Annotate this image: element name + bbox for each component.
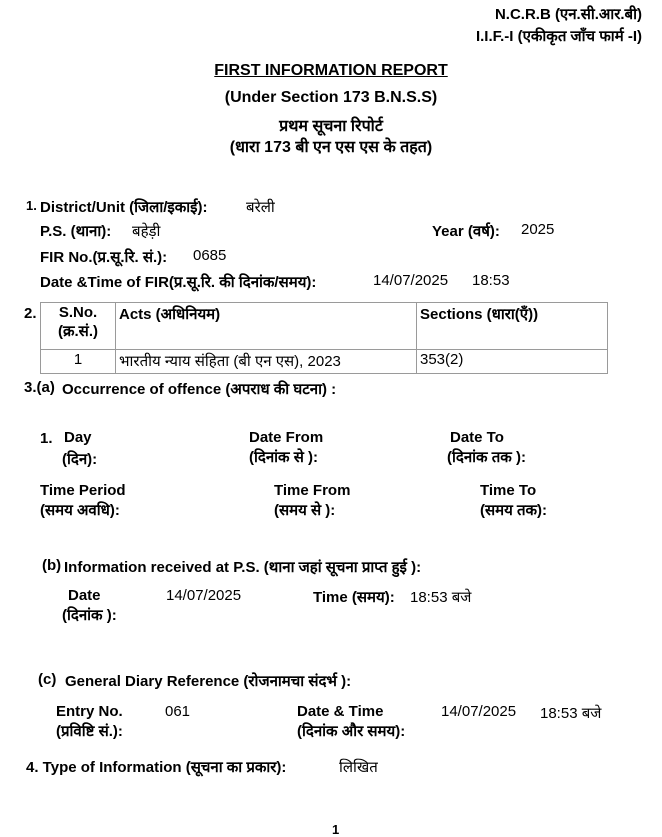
info-received-title: Information received at P.S. (थाना जहां सूचना प्राप्त हुई ): (64, 559, 422, 576)
fir-number-label: FIR No.(प्र.सू.रि. सं.): (40, 249, 168, 266)
district-value: बरेली (246, 199, 275, 216)
info-date-value: 14/07/2025 (166, 587, 242, 604)
gd-datetime-en: Date & Time (297, 703, 384, 720)
section3a-label: 3.(a) (24, 379, 55, 396)
report-title-hindi: प्रथम सूचना रिपोर्ट (279, 118, 383, 135)
time-to-hi: (समय तक): (480, 502, 548, 519)
district-label: District/Unit (जिला/इकाई): (40, 199, 208, 216)
fir-datetime-label: Date &Time of FIR(प्र.सू.रि. की दिनांक/समय): (40, 274, 317, 291)
gd-reference-title: General Diary Reference (रोजनामचा संदर्भ ): (65, 673, 352, 690)
fir-number-value: 0685 (193, 247, 227, 264)
sno-header (41, 303, 116, 350)
table-row (41, 350, 608, 374)
day-label-hindi: (दिन): (62, 451, 98, 468)
ps-value: बहेड़ी (132, 223, 161, 240)
info-time-value: 18:53 बजे (410, 589, 472, 606)
ncrb-label: N.C.R.B (एन.सी.आर.बी) (494, 6, 642, 23)
acts-table-header (41, 303, 608, 350)
time-period-en: Time Period (40, 482, 126, 499)
entry-no-value: 061 (165, 703, 191, 720)
day-number: 1. (40, 430, 53, 447)
entry-no-hi: (प्रविष्टि सं.): (56, 723, 123, 740)
section-cell: 353(2) (417, 350, 608, 374)
info-time-label: Time (समय): (313, 589, 395, 606)
report-title-text: FIRST INFORMATION REPORT (214, 62, 448, 79)
date-from-label (249, 428, 323, 468)
sno-header-hi: (क्र.सं.) (58, 323, 98, 340)
date-to-en: Date To (450, 429, 504, 446)
date-to-label (447, 428, 526, 468)
info-date-en: Date (68, 587, 101, 604)
time-period-label (40, 481, 126, 521)
date-from-hi: (दिनांक से ): (249, 449, 319, 466)
acts-table (40, 302, 608, 374)
day-label (64, 428, 92, 448)
ps-label: P.S. (थाना): (40, 223, 112, 240)
section3c-label: (c) (38, 671, 57, 688)
entry-no-en: Entry No. (56, 703, 123, 720)
info-type-value: लिखित (339, 759, 378, 776)
fir-time-value: 18:53 (472, 272, 510, 289)
iif-form-label: I.I.F.-I (एकीकृत जाँच फार्म -I) (475, 28, 642, 45)
date-from-en: Date From (249, 429, 324, 446)
gd-datetime-hi: (दिनांक और समय): (297, 723, 406, 740)
section1-number: 1. (26, 198, 37, 213)
info-date-hi: (दिनांक ): (62, 607, 117, 624)
entry-no-label (56, 702, 123, 742)
info-type-label: 4. Type of Information (सूचना का प्रकार): (26, 759, 287, 776)
time-from-label (274, 481, 350, 521)
act-cell: भारतीय न्याय संहिता (बी एन एस), 2023 (116, 350, 417, 374)
time-period-hi: (समय अवधि): (40, 502, 120, 519)
gd-datetime-label (297, 702, 405, 742)
report-subtitle: (Under Section 173 B.N.S.S) (224, 89, 438, 106)
report-subtitle-hindi: (धारा 173 बी एन एस एस के तहत) (229, 139, 433, 156)
time-from-hi: (समय से ): (274, 502, 336, 519)
date-to-hi: (दिनांक तक ): (447, 449, 526, 466)
gd-time-value: 18:53 बजे (540, 705, 602, 722)
year-value: 2025 (521, 221, 555, 238)
sections-header: Sections (धारा(एँ)) (417, 303, 608, 350)
sno-cell: 1 (41, 350, 116, 374)
gd-date-value: 14/07/2025 (441, 703, 517, 720)
acts-header: Acts (अधिनियम) (116, 303, 417, 350)
occurrence-title: Occurrence of offence (अपराध की घटना) : (62, 381, 337, 398)
day-label-en: Day (64, 429, 92, 446)
sno-header-en: S.No. (58, 304, 98, 321)
time-from-en: Time From (274, 482, 351, 499)
section2-number: 2. (24, 305, 37, 322)
section3b-label: (b) (42, 557, 62, 574)
info-date-label (62, 586, 117, 626)
time-to-label (480, 481, 547, 521)
year-label: Year (वर्ष): (432, 223, 500, 240)
page-number: 1 (332, 822, 340, 837)
fir-date-value: 14/07/2025 (373, 272, 449, 289)
time-to-en: Time To (480, 482, 537, 499)
report-title (0, 62, 662, 80)
